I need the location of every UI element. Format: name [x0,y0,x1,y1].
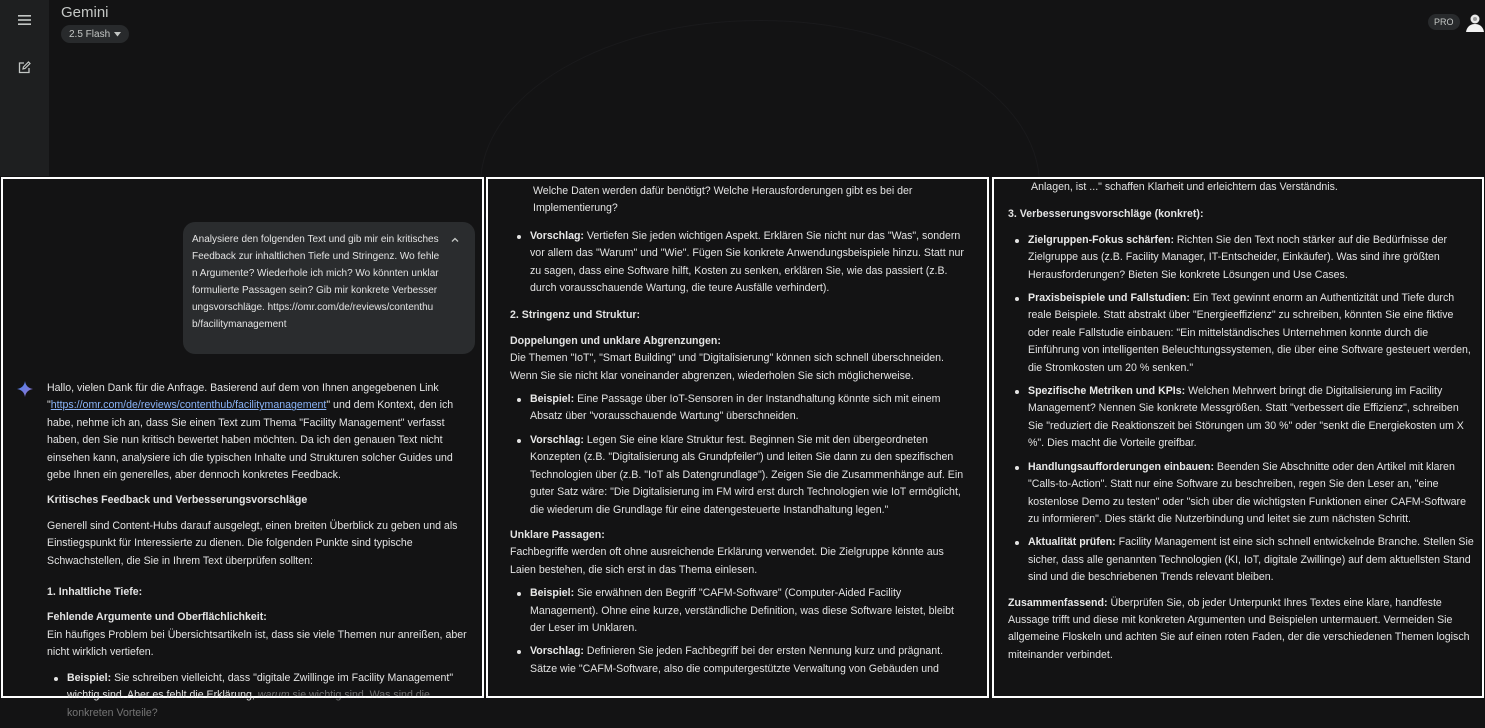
list-item: Zielgruppen-Fokus schärfen: Richten Sie den Text noch stärker auf die Bedürfnisse der Zielgruppe aus (z.B. Facility Manager, IT-Entscheider, Einkäufer). Was sind ihre größten Herausforderungen? Bieten Sie konkrete Lösungen und Use Cases. [1008,232,1476,284]
list-item: Vorschlag: Definieren Sie jeden Fachbegriff bei der ersten Nennung kurz und prägnant. Sätze wie "CAFM-Software, also die computergestützte Verwaltung von Gebäuden und [510,643,968,678]
bullet-list [47,670,475,722]
model-selector[interactable] [61,25,129,43]
section-heading-3: 3. Verbesserungsvorschläge (konkret): [1008,208,1204,221]
list-item: Beispiel: Sie erwähnen den Begriff "CAFM-Software" (Computer-Aided Facility Management). Ohne eine kurze, verständliche Definition, was diese Software leistet, bleibt der Leser im Unklaren. [510,585,968,637]
response-continuation [510,183,968,684]
new-chat-edit-icon[interactable] [12,55,36,79]
subheading-2: Doppelungen und unklare Abgrenzungen: [510,334,721,347]
subheading-2-text: Die Themen "IoT", "Smart Building" und "Digitalisierung" können sich schnell überschneiden. Wenn Sie sie nicht klar voneinander abgrenzen, wiederholen Sie sich möglicherweise. [510,352,944,382]
caret-down-icon [114,32,121,37]
list-item: Vorschlag: Vertiefen Sie jeden wichtigen Aspekt. Erklären Sie nicht nur das "Was", sondern vor allem das "Warum" und "Wie". Fügen Sie konkrete Anwendungsbeispiele hinzu. Statt nur zu sagen, dass eine Software hilft, Kosten zu senken, erklären Sie, wie das passiert (z.B. durch vorausschauende Wartung, die teure Ausfälle verhindert). [510,228,968,298]
menu-icon[interactable] [12,8,36,32]
subheading-3: Unklare Passagen: [510,528,605,541]
assistant-response [47,380,475,728]
chat-panel-1 [1,177,484,719]
gemini-spark-icon [17,381,33,397]
list-item: Beispiel: Sie schreiben vielleicht, dass "digitale Zwillinge im Facility Management" wichtig sind. Aber es fehlt die Erklärung, warum sie wichtig sind. Was sind die konkreten Vorteile? [47,670,475,722]
chat-panel-2 [486,177,989,698]
subheading-3-text: Fachbegriffe werden oft ohne ausreichende Erklärung verwendet. Die Zielgruppe könnte aus Laien bestehen, die sich erst in das Thema einlesen. [510,546,944,576]
section-heading-2: 2. Stringenz und Struktur: [510,309,641,322]
list-item: Praxisbeispiele und Fallstudien: Ein Text gewinnt enorm an Authentizität und Tiefe durch reale Beispiele. Statt abstrakt über "Energieeffizienz" zu schreiben, könnten Sie eine fiktive oder reale Fallstudie einbauen: "Ein mittelständisches Unternehmen konnte durch die Einführung von intelligenten Beleuchtungssystemen, die über eine Software gesteuert werden, die Stromkosten um 20 % senken." [1008,290,1476,377]
user-prompt-text: Analysiere den folgenden Text und gib mir ein kritisches Feedback zur inhaltlichen Tiefe und Stringenz. Wo fehlen Argumente? Wiederhole ich mich? Wo könnten unklar formulierte Passagen sein? Gib mir konkrete Verbesserungsvorschläge. https://omr.com/de/reviews/contenthub/facilitymanagement [192,234,440,330]
section-heading-1: 1. Inhaltliche Tiefe: [47,586,143,599]
pro-badge: PRO [1428,14,1460,30]
list-item: Aktualität prüfen: Facility Management ist eine sich schnell entwickelnde Branche. Stellen Sie sicher, dass alle genannten Technologien (KI, IoT, digitale Zwillinge) auf dem aktuellsten Stand sind und die beschriebenen Trends relevant bleiben. [1008,534,1476,586]
chevron-up-icon[interactable] [449,234,461,246]
list-item: Vorschlag: Legen Sie eine klare Struktur fest. Beginnen Sie mit den übergeordneten Konzepten (z.B. "Digitalisierung als Grundpfeiler") und leiten Sie dann zu den spezifischen Technologien über (z.B. "IoT als Datengrundlage"). Zeigen Sie die Zusammenhänge auf. Ein guter Satz wäre: "Die Digitalisierung im FM wird erst durch Technologien wie IoT ermöglicht, die wiederum die Grundlage für eine datengesteuerte Instandhaltung legen." [510,432,968,519]
continued-text: Welche Daten werden dafür benötigt? Welche Herausforderungen gibt es bei der Implementierung? [533,185,913,215]
subheading-1-text: Ein häufiges Problem bei Übersichtsartikeln ist, dass sie viele Themen nur anreißen, aber nicht wirklich vertiefen. [47,628,467,659]
summary-paragraph: Zusammenfassend: Überprüfen Sie, ob jeder Unterpunkt Ihres Textes eine klare, handfeste Aussage trifft und diese mit konkreten Argumenten und Beispielen untermauert. Vermeiden Sie allgemeine Floskeln und achten Sie auf einen roten Faden, der die verschiedenen Themen logisch miteinander verbindet. [1008,596,1470,661]
chat-panel-3 [992,177,1484,698]
subheading-1: Fehlende Argumente und Oberflächlichkeit: [47,611,267,624]
user-prompt-bubble [183,222,475,354]
response-continuation [1008,179,1476,664]
avatar[interactable] [1464,12,1485,33]
list-item: Handlungsaufforderungen einbauen: Beenden Sie Abschnitte oder den Artikel mit klaren "Calls-to-Action". Statt nur eine Software zu beschreiben, regen Sie den Leser an, "eine kostenlose Demo zu testen" oder "sich über die wichtigsten Funktionen einer CAFM-Software zu informieren". Dies stärkt die Nutzerbindung und leitet sie zum nächsten Schritt. [1008,459,1476,529]
list-item: Spezifische Metriken und KPIs: Welchen Mehrwert bringt die Digitalisierung im Facility Management? Nennen Sie konkrete Messgrößen. Statt "verbessert die Effizienz", schreiben Sie "reduziert die Reaktionszeit bei Störungen um 30 %" oder "senkt die Energiekosten um X %". Dies macht die Vorteile greifbar. [1008,383,1476,453]
continued-text: Anlagen, ist ..." schaffen Klarheit und erleichtern das Verständnis. [1031,181,1338,193]
model-label: 2.5 Flash [69,28,111,40]
list-item: Beispiel: Eine Passage über IoT-Sensoren in der Instandhaltung könnte sich mit einem Absatz über "vorausschauende Wartung" überschneiden. [510,391,968,426]
response-intro: Hallo, vielen Dank für die Anfrage. Basierend auf dem von Ihnen angegebenen Link "https://omr.com/de/reviews/contenthub/facilitymanagement" und dem Kontext, den ich habe, nehme ich an, dass Sie einen Text zum Thema "Facility Management" verfasst haben, den Sie nun kritisch bewertet haben möchten. Da ich den genauen Text nicht einsehen kann, analysiere ich die typischen Inhalte und Strukturen solcher Guides und gebe Ihnen ein generelles, aber dennoch konkretes Feedback. [47,382,454,482]
sidebar-rail [0,0,49,176]
app-title: Gemini [61,4,109,21]
source-link[interactable]: https://omr.com/de/reviews/contenthub/facilitymanagement [50,399,327,412]
response-heading: Kritisches Feedback und Verbesserungsvorschläge [47,494,308,507]
response-general: Generell sind Content-Hubs darauf ausgelegt, einen breiten Überblick zu geben und als Einstiegspunkt für Interessierte zu dienen. Die folgenden Punkte sind typische Schwachstellen, die Sie in Ihrem Text überprüfen sollten: [47,519,458,567]
